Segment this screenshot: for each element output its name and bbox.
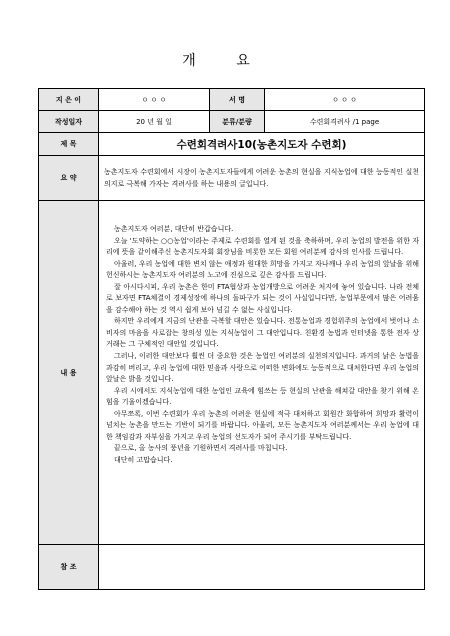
content-paragraph: 대단히 고맙습니다. [114,455,173,464]
reference-row [39,545,425,590]
content-paragraph: 잘 아시다시피, 우리 농촌은 한미 FTA협상과 농업개방으로 어려운 처지에 놓여 있습니다. 나라 전체로 보자면 FTA체결이 경제성장에 하나의 돌파구가 되는 것이 사실입니다만, 농업부문에서 많은 어려움을 감수해야 하는 것 역시 쉽게 보아 넘길 수 없는 사실입니다. [106,282,419,314]
signature-label: 서 명 [210,89,265,111]
category-label: 분류/분량 [210,111,265,133]
reference-label: 참 조 [39,545,99,590]
reference-value[interactable] [99,545,425,590]
author-label: 지 은 이 [39,89,99,111]
content-paragraph: 하지만 우리에게 지금의 난관을 극복할 대안은 있습니다. 전통농업과 경험위주의 농업에서 벗어나 소비자의 마음을 사로잡는 창의성 있는 지식농업이 그 대안입니다. 친환경 농법과 인터넷을 통한 전자 상거래는 그 구체적인 대안일 것입니다. [106,317,419,349]
content-paragraph: 우리 시에서도 지식농업에 대한 농업인 교육에 힘쓰는 등 현실의 난관을 해쳐갈 대안을 찾기 위해 온 힘을 기울이겠습니다. [106,386,419,407]
summary-label: 요 약 [39,156,99,201]
content-paragraph: 농촌지도자 여러분, 대단히 반갑습니다. [114,225,234,233]
content-paragraph: 아울러, 우리 농업에 대한 변치 않는 애정과 원대한 희망을 가지고 자나깨나 우리 농업의 앞날을 위해 헌신하시는 농촌지도자 여러분의 노고에 진심으로 깊은 감사를 드립니다. [106,259,419,280]
content-paragraphs [106,201,419,466]
content-paragraph: 아무쪼록, 이번 수련회가 우리 농촌의 어려운 현실에 적극 대처하고 회원간 화합하여 희망과 활력이 넘치는 농촌을 만드는 기반이 되기를 바랍니다. 아울러, 모든 농촌지도자 여러분께서는 우리 농업에 대한 책임감과 자부심을 가지고 우리 농업의 선도자가 되어 주시기를 부탁드립니다. [106,409,419,441]
date-value[interactable]: 20 년 월 일 [99,111,210,133]
subject-label: 제 목 [39,133,99,156]
date-label: 작성일자 [39,111,99,133]
summary-row [39,156,425,201]
content-label: 내 용 [39,201,99,545]
content-paragraph: 오늘 '도약하는 ○○농업'이라는 주제로 수련회를 열게 된 것을 축하하며, 우리 농업의 발전을 위한 자리에 뜻을 같이해주신 농촌지도자회 회장님을 비롯한 모든 회원 여러분께 감사의 인사를 드립니다. [106,236,419,257]
content-paragraph: 그러나, 이러한 대안보다 훨씬 더 중요한 것은 농업인 여러분의 실천의지입니다. 과거의 낡은 농법을 과감히 버리고, 우리 농업에 대한 믿음과 사랑으로 어떠한 변화에도 능동적으로 대처한다면 우리 농업의 앞날은 밝을 것입니다. [106,352,419,384]
content-row [39,201,425,545]
summary-text[interactable]: 농촌지도자 수련회에서 시장이 농촌지도자들에게 어려운 농촌의 현실을 지식농업에 대한 능동적인 실천의지로 극복해 가자는 격려사를 하는 내용의 글입니다. [99,156,425,201]
subject-value[interactable]: 수련회격려사10(농촌지도자 수련회) [99,133,425,156]
subject-row [39,133,425,156]
category-value[interactable]: 수련회격려사 /1 page [265,111,425,133]
overview-form-table [38,88,425,590]
date-row [39,111,425,133]
author-row [39,89,425,111]
author-value[interactable]: ㅇ ㅇ ㅇ [99,89,210,111]
content-paragraph: 끝으로, 올 농사의 풍년을 기원하면서 격려사를 마칩니다. [114,444,288,453]
content-body[interactable] [99,201,425,545]
signature-value[interactable]: ㅇ ㅇ ㅇ [265,89,425,111]
document-title: 개 요 [182,53,268,69]
